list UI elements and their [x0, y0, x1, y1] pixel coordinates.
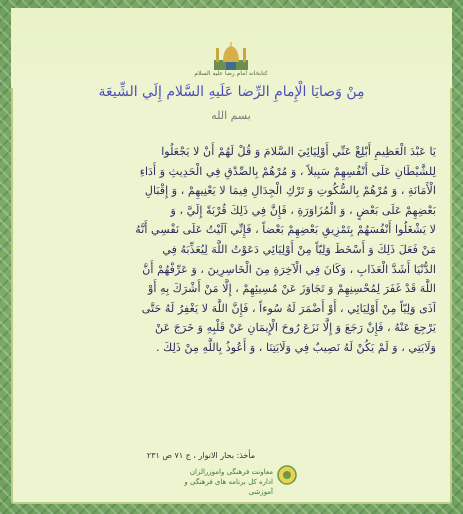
publisher-line-2: اداره كل برنامه های فرهنگی و آموزشی [184, 478, 273, 496]
text-line: لِلشَّيْطَانِ عَلَى أَنْفُسِهِمْ سَبِيلاً ، وَ مُرْهُمْ بِالصِّدْقِ فِي الْحَدِيثِ وَ أَدَاءِ [139, 164, 436, 178]
hadith-text [27, 142, 436, 358]
shrine-caption: کتابخانه امام رضا علیه السلام [194, 70, 268, 77]
text-line: لا يَشْغَلُوا أَنْفُسَهُمْ بِتَمْزِيقِ بَعْضِهِمْ بَعْضاً ، فَإِنِّي آلَيْتُ عَلَى نَفْسِي أَنَّهُ [135, 223, 436, 237]
text-line: يَا عَبْدَ الْعَظِيمِ أَبْلِغْ عَنِّي أَوْلِيَائِيَ السَّلامَ وَ قُلْ لَهُمْ أَنْ لا يَجْعَلُوا [161, 145, 436, 158]
source-citation: مأخذ: بحار الانوار ، ج ٧١ ص ٢٣١ [146, 451, 256, 460]
publisher-logo-icon [277, 465, 297, 485]
text-line: مَنْ فَعَلَ ذَلِكَ وَ أَسْخَطَ وَلِيّاً مِنْ أَوْلِيَائِي دَعَوْتُ اللَّهَ لِيُعَذِّبَهُ فِي [162, 242, 436, 256]
basmala-calligraphy: بسم الله [211, 109, 251, 122]
publisher-credit [161, 467, 273, 497]
text-line: اللَّهَ قَدْ غَفَرَ لِمُحْسِنِهِمْ وَ تَجَاوَزَ عَنْ مُسِيئِهِمْ ، إِلَّا مَنْ أَشْرَكَ بِهِ أَوْ [148, 282, 436, 296]
text-line: آذَى وَلِيّاً مِنْ أَوْلِيَائِي ، أَوْ أَضْمَرَ لَهُ سُوءاً ، فَإِنَّ اللَّهَ لا يَغْفِرُ لَهُ حَتَّى [141, 301, 436, 315]
content-panel [11, 8, 452, 504]
page-title: مِنْ وَصايَا الْإِمامِ الرِّضا عَلَيهِ السَّلام إِلَي الشِّيعَة [98, 84, 365, 100]
text-line: بَعْضِهِمْ عَلَى بَعْضٍ ، وَ الْمُزَاوَرَةِ ، فَإِنَّ فِي ذَلِكَ قُرْبَةً إِلَيَّ ، وَ [170, 203, 436, 217]
text-line: الْأَمَانَةِ ، وَ مُرْهُمْ بِالسُّكُوتِ وَ تَرْكِ الْجِدَالِ فِيمَا لا يَعْنِيهِمْ ، وَ إِقْبَالِ [144, 184, 436, 198]
text-line: وَلَايَتِي ، وَ لَمْ يَكُنْ لَهُ نَصِيبٌ فِي وَلَايَتِنَا ، وَ أَعُوذُ بِاللَّهِ مِنْ ذَلِكَ . [155, 340, 436, 354]
shrine-dome-icon [212, 42, 250, 70]
text-line: الدُّنْيَا أَشَدَّ الْعَذَابِ ، وَكَانَ فِي الْآخِرَةِ مِنَ الْخَاسِرِينَ ، وَ عَرِّفْهُمْ أَنَّ [142, 262, 436, 276]
publisher-line-1: معاونت فرهنگی واموزرالزان [189, 468, 273, 476]
text-line: يَرْجِعَ عَنْهُ ، فَإِنْ رَجَعَ وَ إِلَّا نَزَعَ رُوحَ الْإِيمَانِ عَنْ قَلْبِهِ وَ خَرَجَ عَنْ [155, 321, 436, 335]
